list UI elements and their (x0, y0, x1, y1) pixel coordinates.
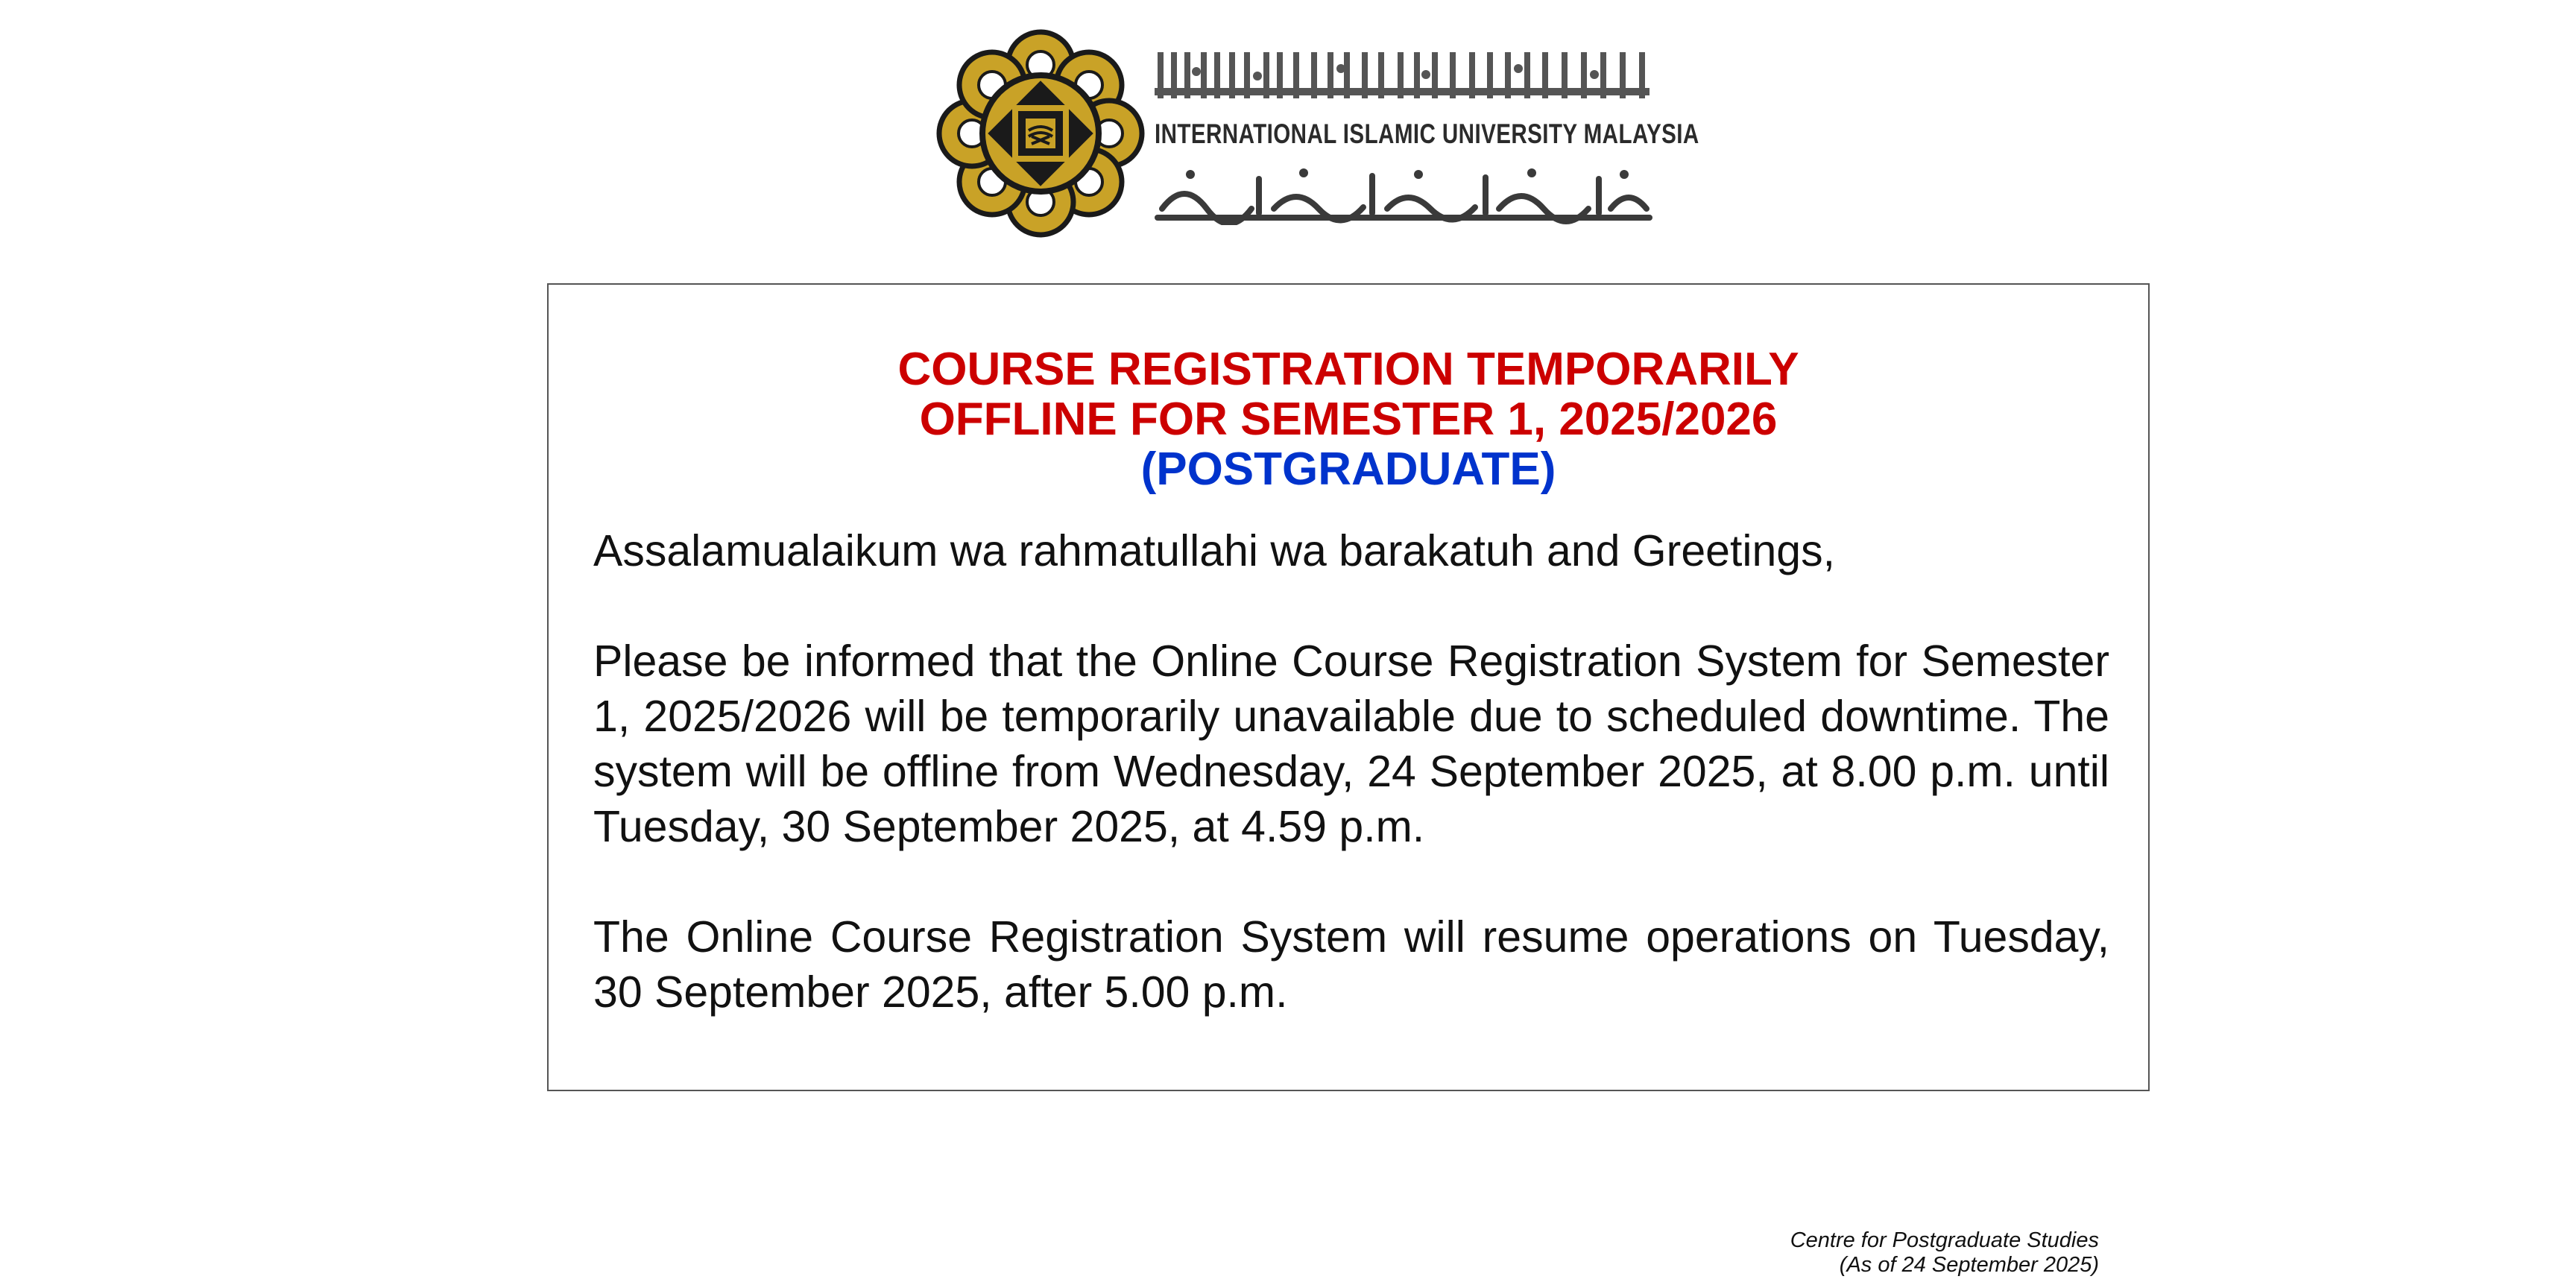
notice-paragraph-1: Please be informed that the Online Course Registration System for Semester 1, 2025/2026 will be temporarily unavailable due to scheduled downtime. The system will be offline from Wednesday, 24 September 2025, at 8.00 p.m. until Tuesday, 30 September 2025, at 4.59 p.m. (593, 637, 2109, 851)
issuer-name: Centre for Postgraduate Studies (1790, 1228, 2099, 1252)
university-name-block (1155, 21, 1699, 237)
university-logo (935, 21, 1699, 237)
notice-paragraph-2: The Online Course Registration System will resume operations on Tuesday, 30 September 2025, after 5.00 p.m. (593, 912, 2109, 1017)
issue-date-note: (As of 24 September 2025) (1839, 1253, 2099, 1277)
notice-title-line-3: (POSTGRADUATE) (1140, 443, 1556, 495)
notice-title-line-2: OFFLINE FOR SEMESTER 1, 2025/2026 (919, 394, 1778, 445)
notice-title-line-1: COURSE REGISTRATION TEMPORARILY (897, 344, 1799, 395)
iium-emblem-icon (935, 28, 1146, 239)
notice-heading (549, 344, 2148, 494)
notice-body (593, 523, 2109, 1075)
issuer-footer (1790, 1228, 2099, 1278)
notice-box (547, 283, 2150, 1091)
university-name-english: INTERNATIONAL ISLAMIC UNIVERSITY MALAYSIA (1155, 119, 1699, 149)
jawi-name-wordmark (1155, 164, 1654, 225)
arabic-name-wordmark (1155, 46, 1654, 103)
notice-greeting: Assalamualaikum wa rahmatullahi wa barakatuh and Greetings, (593, 526, 1835, 575)
